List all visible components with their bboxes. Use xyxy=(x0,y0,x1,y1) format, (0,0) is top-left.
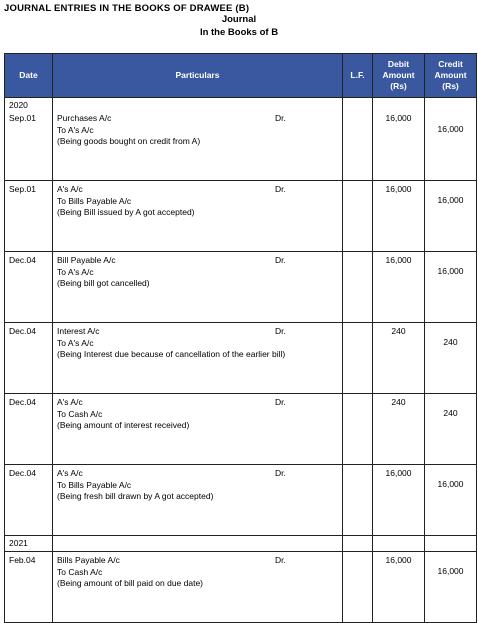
header-debit-line: (Rs) xyxy=(390,81,407,91)
entry-lf xyxy=(343,394,373,465)
entry-date: Sep.01 xyxy=(5,181,53,252)
header-debit-line: Debit xyxy=(387,59,410,69)
document-heading: JOURNAL ENTRIES IN THE BOOKS OF DRAWEE (B) xyxy=(4,3,250,14)
dr-marker: Dr. xyxy=(275,468,286,478)
entry-debit: 16,000 xyxy=(373,465,425,536)
entry-debit: 240 xyxy=(373,323,425,394)
debit-account: Purchases A/c xyxy=(57,113,112,123)
entry-credit: 240 xyxy=(425,323,477,394)
narration: (Being amount of interest received) xyxy=(57,420,190,430)
debit-account: A's A/c xyxy=(57,184,83,194)
entry-date: Dec.04 xyxy=(5,465,53,536)
entry-lf xyxy=(343,323,373,394)
narration: (Being amount of bill paid on due date) xyxy=(57,578,204,588)
entry-debit: 240 xyxy=(373,394,425,465)
journal-body xyxy=(5,98,477,623)
table-row xyxy=(5,252,477,323)
credit-account: To A's A/c xyxy=(57,266,94,277)
entry-date: Feb.04 xyxy=(5,552,53,623)
table-row xyxy=(5,181,477,252)
entry-particulars xyxy=(53,552,343,623)
header-debit-line: Amount xyxy=(382,70,415,80)
entry-particulars xyxy=(53,252,343,323)
header-credit-line: (Rs) xyxy=(442,81,459,91)
entry-debit: 16,000 xyxy=(373,181,425,252)
dr-marker: Dr. xyxy=(275,555,286,565)
entry-debit: 16,000 xyxy=(373,113,425,181)
dr-marker: Dr. xyxy=(275,184,286,194)
entry-particulars xyxy=(53,181,343,252)
debit-account: Bills Payable A/c xyxy=(57,555,120,565)
entry-credit: 16,000 xyxy=(425,252,477,323)
credit-account: To Cash A/c xyxy=(57,566,103,577)
header-credit-line: Credit xyxy=(438,59,463,69)
credit-account: To Cash A/c xyxy=(57,408,103,419)
books-subtitle: In the Books of B xyxy=(199,27,279,38)
dr-marker: Dr. xyxy=(275,113,286,123)
credit-account: To A's A/c xyxy=(57,124,94,135)
dr-marker: Dr. xyxy=(275,326,286,336)
debit-account: Interest A/c xyxy=(57,326,100,336)
narration: (Being fresh bill drawn by A got accepted) xyxy=(57,491,214,501)
debit-account: A's A/c xyxy=(57,468,83,478)
header-particulars: Particulars xyxy=(53,54,343,98)
table-row xyxy=(5,113,477,181)
credit-account: To Bills Payable A/c xyxy=(57,195,132,206)
entry-credit: 16,000 xyxy=(425,113,477,181)
journal-title: Journal xyxy=(221,14,257,25)
entry-particulars xyxy=(53,394,343,465)
header-debit xyxy=(373,54,425,98)
table-row xyxy=(5,552,477,623)
journal-table xyxy=(4,53,477,623)
table-row xyxy=(5,394,477,465)
entry-lf xyxy=(343,181,373,252)
entry-date: Dec.04 xyxy=(5,252,53,323)
year-cell: 2021 xyxy=(5,536,53,552)
entry-credit: 16,000 xyxy=(425,552,477,623)
header-lf: L.F. xyxy=(343,54,373,98)
entry-particulars xyxy=(53,323,343,394)
table-row xyxy=(5,323,477,394)
header-credit-line: Amount xyxy=(434,70,467,80)
dr-marker: Dr. xyxy=(275,255,286,265)
entry-lf xyxy=(343,552,373,623)
year-row xyxy=(5,536,477,552)
entry-debit: 16,000 xyxy=(373,252,425,323)
credit-account: To Bills Payable A/c xyxy=(57,479,132,490)
debit-account: A's A/c xyxy=(57,397,83,407)
dr-marker: Dr. xyxy=(275,397,286,407)
entry-date: Dec.04 xyxy=(5,323,53,394)
header-credit xyxy=(425,54,477,98)
year-cell: 2020 xyxy=(5,98,53,114)
credit-account: To A's A/c xyxy=(57,337,94,348)
year-row xyxy=(5,98,477,114)
entry-date: Dec.04 xyxy=(5,394,53,465)
entry-credit: 16,000 xyxy=(425,181,477,252)
header-row xyxy=(5,54,477,98)
entry-credit: 240 xyxy=(425,394,477,465)
debit-account: Bill Payable A/c xyxy=(57,255,116,265)
narration: (Being goods bought on credit from A) xyxy=(57,136,201,146)
entry-particulars xyxy=(53,113,343,181)
narration: (Being bill got cancelled) xyxy=(57,278,150,288)
header-date: Date xyxy=(5,54,53,98)
entry-debit: 16,000 xyxy=(373,552,425,623)
narration: (Being Interest due because of cancellation of the earlier bill) xyxy=(57,349,286,359)
entry-lf xyxy=(343,252,373,323)
entry-credit: 16,000 xyxy=(425,465,477,536)
entry-lf xyxy=(343,113,373,181)
entry-date: Sep.01 xyxy=(5,113,53,181)
narration: (Being Bill issued by A got accepted) xyxy=(57,207,195,217)
